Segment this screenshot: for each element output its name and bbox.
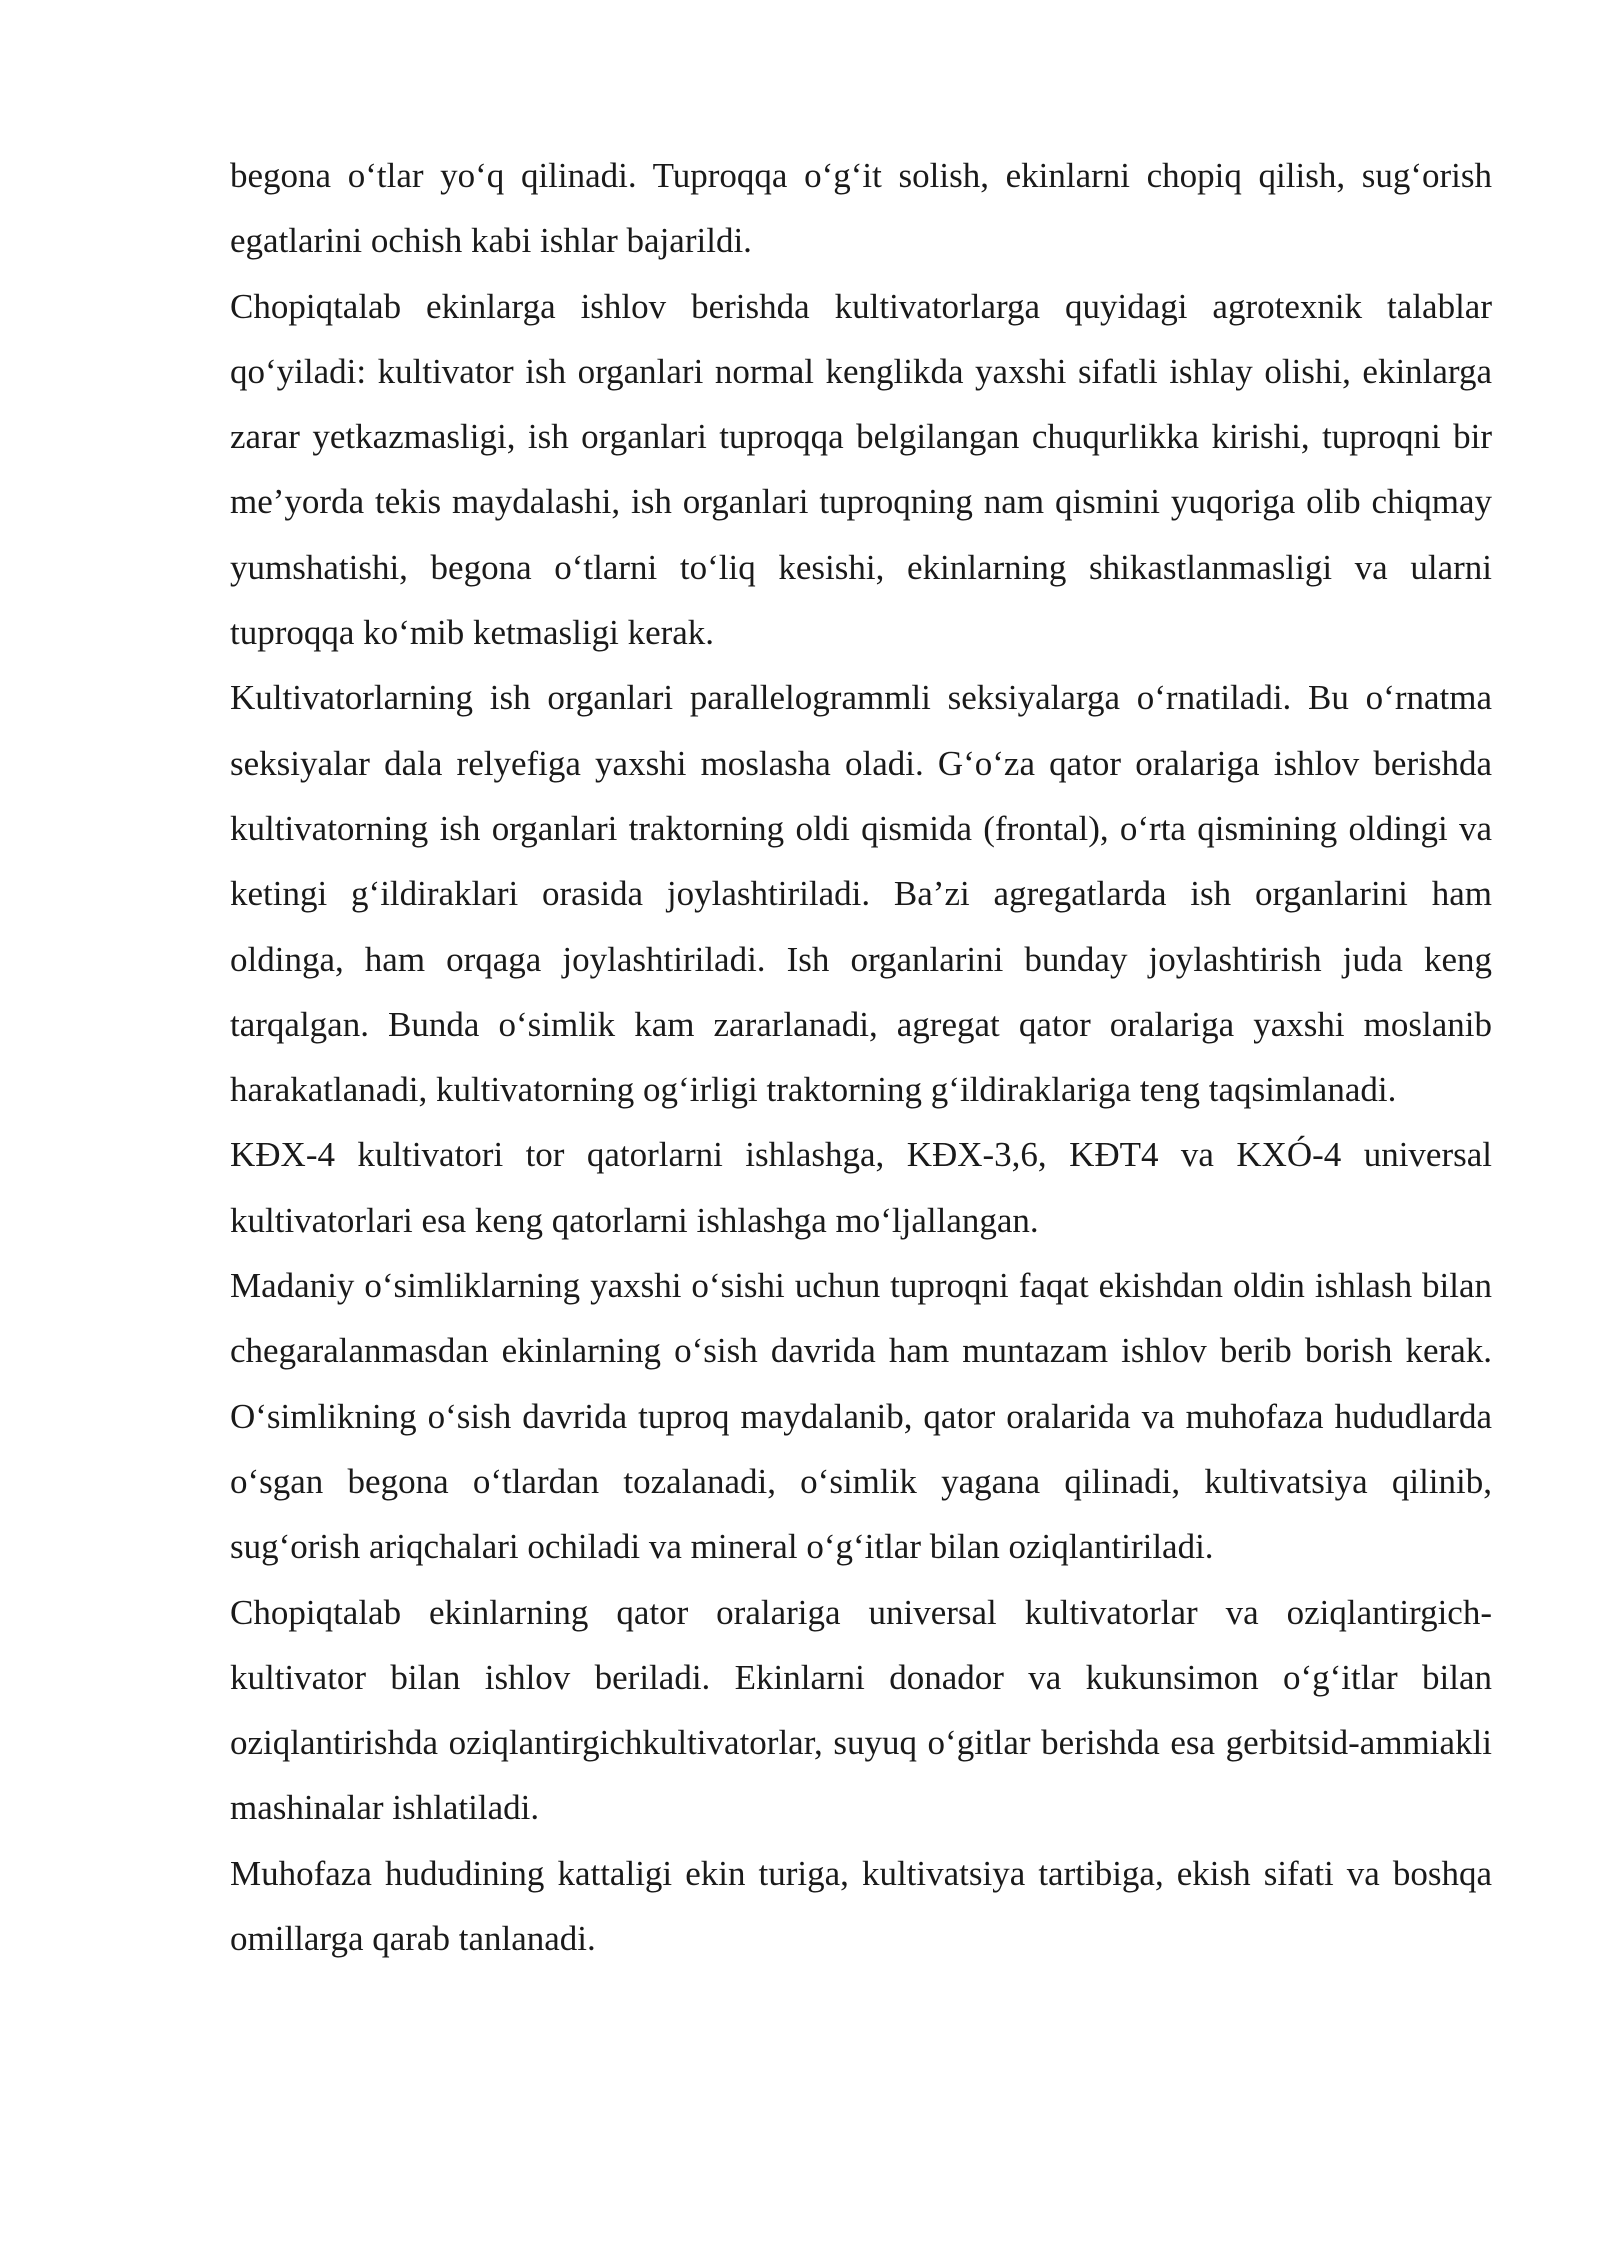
paragraph-7: Muhofaza hududining kattaligi ekin turiga, kultivatsiya tartibiga, ekish sifati va boshqa omillarga qarab tanlanadi. xyxy=(230,1853,1492,1959)
paragraph-2: Chopiqtalab ekinlarga ishlov berishda kultivatorlarga quyidagi agrotexnik talablar qo‘yiladi: kultivator ish organlari normal kenglikda yaxshi sifatli ishlay olishi, ekinlarga zarar yetkazmasligi, ish organlari tuproqqa belgilangan chuqurlikka kirishi, tuproqni bir me’yorda tekis maydalashi, ish organlari tuproqning nam qismini yuqoriga olib chiqmay yumshatishi, begona o‘tlarni to‘liq kesishi, ekinlarning shikastlanmasligi va ularni tuproqqa ko‘mib ketmasligi kerak. xyxy=(230,286,1492,653)
paragraph-3: Kultivatorlarning ish organlari parallelogrammli seksiyalarga o‘rnatiladi. Bu o‘rnatma seksiyalar dala relyefiga yaxshi moslasha oladi. G‘o‘za qator oralariga ishlov berishda kultivatorning ish organlari traktorning oldi qismida (frontal), o‘rta qismining oldingi va ketingi g‘ildiraklari orasida joylashtiriladi. Ba’zi agregatlarda ish organlarini ham oldinga, ham orqaga joylashtiriladi. Ish organlarini bunday joylashtirish juda keng tarqalgan. Bunda o‘simlik kam zararlanadi, agregat qator oralariga yaxshi moslanib harakatlanadi, kultivatorning og‘irligi traktorning g‘ildiraklariga teng taqsimlanadi. xyxy=(230,678,1492,1110)
paragraph-6: Chopiqtalab ekinlarning qator oralariga universal kultivatorlar va oziqlantirgich-kultivator bilan ishlov beriladi. Ekinlarni donador va kukunsimon o‘g‘itlar bilan oziqlantirishda oziqlantirgichkultivatorlar, suyuq o‘gitlar berishda esa gerbitsid-ammiakli mashinalar ishlatiladi. xyxy=(230,1592,1492,1828)
paragraph-5: Madaniy o‘simliklarning yaxshi o‘sishi uchun tuproqni faqat ekishdan oldin ishlash bilan chegaralanmasdan ekinlarning o‘sish davrida ham muntazam ishlov berib borish kerak. O‘simlikning o‘sish davrida tuproq maydalanib, qator oralarida va muhofaza hududlarda o‘sgan begona o‘tlardan tozalanadi, o‘simlik yagana qilinadi, kultivatsiya qilinib, sug‘orish ariqchalari ochiladi va mineral o‘g‘itlar bilan oziqlantiriladi. xyxy=(230,1266,1492,1567)
paragraph-1: begona o‘tlar yo‘q qilinadi. Tuproqqa o‘g‘it solish, ekinlarni chopiq qilish, sug‘orish egatlarini ochish kabi ishlar bajarildi. xyxy=(230,156,1492,261)
document-body xyxy=(230,143,1492,1971)
paragraph-4: KĐX-4 kultivatori tor qatorlarni ishlashga, KĐX-3,6, KĐT4 va KXÓ-4 universal kultivatorlari esa keng qatorlarni ishlashga mo‘ljallangan. xyxy=(230,1135,1492,1240)
